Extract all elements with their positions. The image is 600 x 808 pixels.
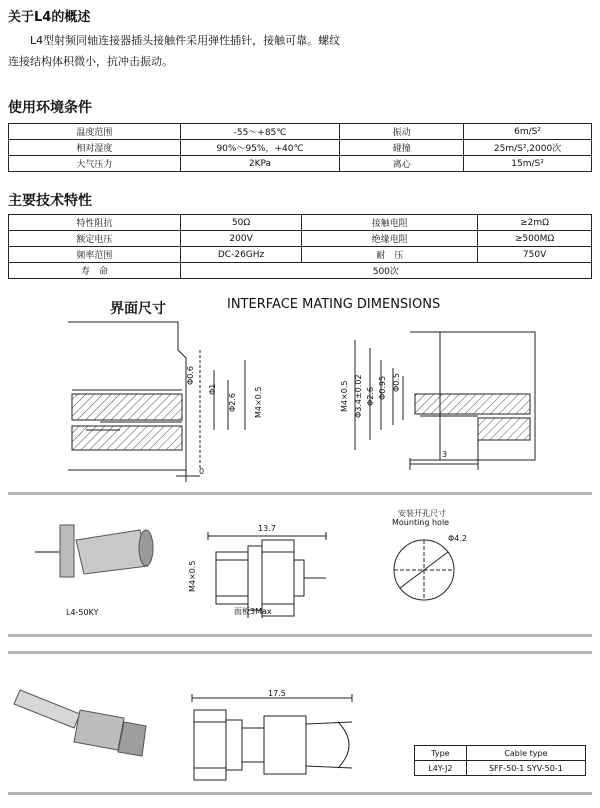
overview-line-2: 连接结构体积微小，抗冲击振动。 bbox=[8, 55, 173, 68]
interface-drawing bbox=[0, 310, 600, 490]
tech-heading: 主要技术特性 bbox=[8, 193, 92, 209]
dim-zero: 0 bbox=[199, 467, 205, 476]
table-row bbox=[9, 140, 592, 156]
dim-phi0-5: Φ0.5 bbox=[392, 372, 401, 392]
dim-phi0-6: Φ0.6 bbox=[186, 365, 195, 385]
cable-header-cable: Cable type bbox=[466, 746, 585, 761]
table-row bbox=[9, 215, 592, 231]
env-cell: 大气压力 bbox=[9, 156, 181, 172]
table-row bbox=[415, 761, 586, 776]
plug-dim-length: 17.5 bbox=[268, 689, 286, 698]
tech-cell: 耐 压 bbox=[302, 247, 478, 263]
tech-cell: DC-26GHz bbox=[180, 247, 302, 263]
table-row bbox=[9, 231, 592, 247]
mounting-hole bbox=[394, 540, 454, 600]
tech-cell: 额定电压 bbox=[9, 231, 181, 247]
dim-m4-left: M4×0.5 bbox=[254, 386, 263, 418]
env-cell: 6m/S² bbox=[464, 124, 592, 140]
jack-photo bbox=[35, 525, 153, 577]
cable-table bbox=[414, 745, 586, 776]
env-cell: -55～+85℃ bbox=[180, 124, 340, 140]
env-heading: 使用环境条件 bbox=[8, 100, 92, 116]
env-cell: 2KPa bbox=[180, 156, 340, 172]
table-row bbox=[9, 124, 592, 140]
tech-cell: 寿 命 bbox=[9, 263, 181, 279]
overview-heading: 关于L4的概述 bbox=[8, 10, 91, 25]
tech-cell: 频率范围 bbox=[9, 247, 181, 263]
env-cell: 振动 bbox=[340, 124, 464, 140]
section-divider bbox=[8, 492, 592, 495]
env-cell: 碰撞 bbox=[340, 140, 464, 156]
mounting-hole-diameter: Φ4.2 bbox=[448, 534, 468, 543]
table-row bbox=[9, 156, 592, 172]
cable-header-type: Type bbox=[415, 746, 467, 761]
tech-cell: 750V bbox=[478, 247, 592, 263]
mounting-hole-title-en: Mounting hole bbox=[392, 518, 450, 527]
overview-line-1: L4型射频同轴连接器插头接触件采用弹性插针，接触可靠。螺纹 bbox=[30, 34, 341, 47]
tech-cell: ≥500MΩ bbox=[478, 231, 592, 247]
table-row bbox=[415, 746, 586, 761]
interface-title-en: INTERFACE MATING DIMENSIONS bbox=[227, 297, 441, 312]
section-divider bbox=[8, 792, 592, 795]
env-table bbox=[8, 123, 592, 172]
jack-name: L4-50KY bbox=[66, 608, 99, 617]
dim-phi0-95: Φ0.95 bbox=[378, 375, 387, 400]
jack-panel-note: 面板3Max bbox=[234, 607, 272, 616]
dim-phi2-6: Φ2.6 bbox=[228, 392, 237, 412]
jack-dim-length: 13.7 bbox=[258, 524, 276, 533]
table-row bbox=[9, 263, 592, 279]
tech-cell: ≥2mΩ bbox=[478, 215, 592, 231]
tech-cell: 50Ω bbox=[180, 215, 302, 231]
env-cell: 90%～95%，+40℃ bbox=[180, 140, 340, 156]
plug-photo bbox=[14, 690, 146, 756]
env-cell: 相对湿度 bbox=[9, 140, 181, 156]
tech-cell: 绝缘电阻 bbox=[302, 231, 478, 247]
tech-cell: 500次 bbox=[180, 263, 591, 279]
cable-cell-type: L4Y-J2 bbox=[415, 761, 467, 776]
dim-three: 3 bbox=[442, 450, 448, 459]
env-cell: 温度范围 bbox=[9, 124, 181, 140]
env-cell: 15m/S² bbox=[464, 156, 592, 172]
left-socket-section bbox=[68, 322, 245, 482]
mounting-hole-title-cn: 安装开孔尺寸 bbox=[398, 509, 446, 518]
jack-drawing bbox=[0, 500, 600, 625]
section-divider bbox=[8, 634, 592, 637]
plug-outline bbox=[192, 694, 352, 780]
dim-phi1: Φ1 bbox=[208, 383, 217, 395]
tech-table bbox=[8, 214, 592, 279]
dim-phi3-4: Φ3.4±0.02 bbox=[354, 374, 363, 418]
env-cell: 25m/S²,2000次 bbox=[464, 140, 592, 156]
cable-cell-cable: SFF-50-1 SYV-50-1 bbox=[466, 761, 585, 776]
tech-cell: 特性阻抗 bbox=[9, 215, 181, 231]
tech-cell: 接触电阻 bbox=[302, 215, 478, 231]
jack-dim-thread: M4×0.5 bbox=[188, 560, 197, 592]
tech-cell: 200V bbox=[180, 231, 302, 247]
table-row bbox=[9, 247, 592, 263]
section-divider bbox=[8, 651, 592, 654]
interface-title-cn: 界面尺寸 bbox=[110, 301, 166, 317]
env-cell: 离心 bbox=[340, 156, 464, 172]
dim-m4-right: M4×0.5 bbox=[340, 380, 349, 412]
dim-phi2-6-right: Φ2.6 bbox=[366, 386, 375, 406]
